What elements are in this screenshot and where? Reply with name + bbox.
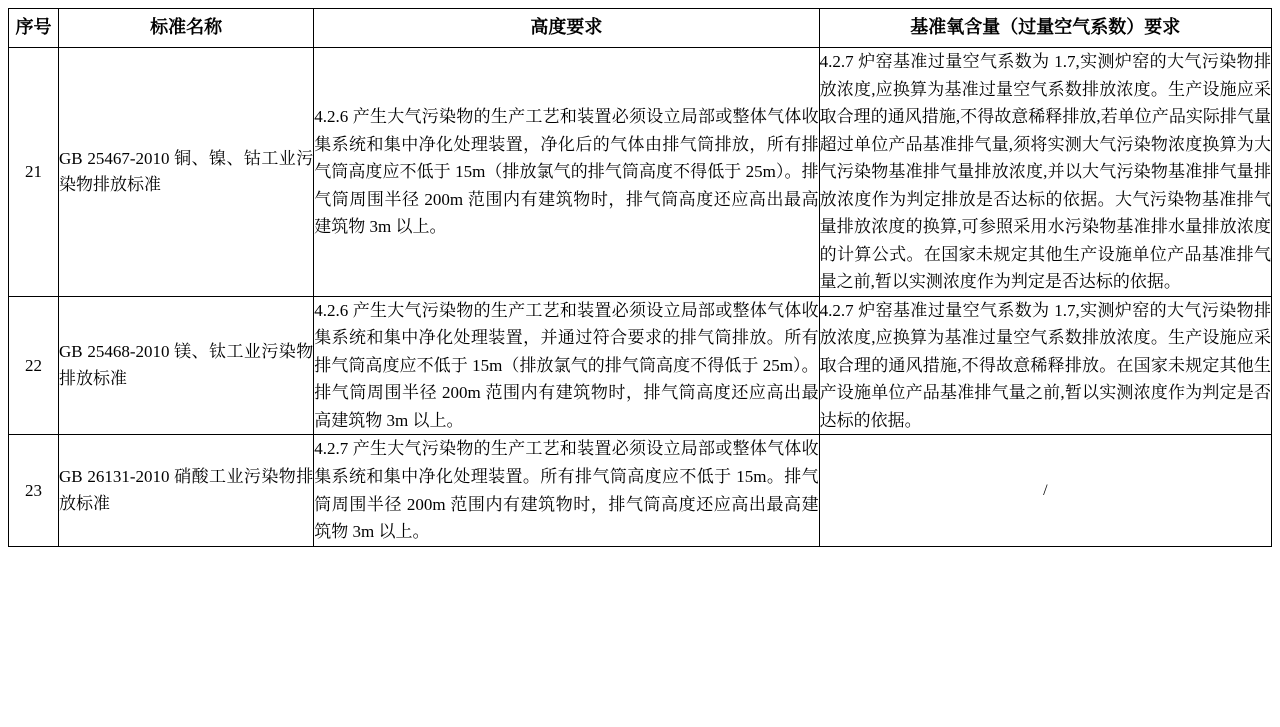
standard-name: GB 25468-2010 镁、钛工业污染物排放标准 <box>59 296 314 435</box>
height-requirement: 4.2.7 产生大气污染物的生产工艺和装置必须设立局部或整体气体收集系统和集中净化处理装置。所有排气筒高度应不低于 15m。排气筒周围半径 200m 范围内有建筑物时，排气筒高度还应高出最高建筑物 3m 以上。 <box>314 435 819 546</box>
column-header-no: 序号 <box>9 9 59 48</box>
standard-name: GB 26131-2010 硝酸工业污染物排放标准 <box>59 435 314 546</box>
oxygen-requirement: 4.2.7 炉窑基准过量空气系数为 1.7,实测炉窑的大气污染物排放浓度,应换算为基准过量空气系数排放浓度。生产设施应采取合理的通风措施,不得故意稀释排放。在国家未规定其他生产设施单位产品基准排气量之前,暂以实测浓度作为判定是否达标的依据。 <box>819 296 1271 435</box>
oxygen-requirement: / <box>819 435 1271 546</box>
row-number: 22 <box>9 296 59 435</box>
table-header-row <box>9 9 1272 48</box>
height-requirement: 4.2.6 产生大气污染物的生产工艺和装置必须设立局部或整体气体收集系统和集中净化处理装置，净化后的气体由排气筒排放，所有排气筒高度应不低于 15m（排放氯气的排气筒高度不得低于 25m）。排气筒周围半径 200m 范围内有建筑物时，排气筒高度还应高出最高建筑物 3m 以上。 <box>314 48 819 297</box>
table-row <box>9 48 1272 297</box>
standard-name: GB 25467-2010 铜、镍、钴工业污染物排放标准 <box>59 48 314 297</box>
table-header <box>9 9 1272 48</box>
column-header-oxygen-requirement: 基准氧含量（过量空气系数）要求 <box>819 9 1271 48</box>
standards-table <box>8 8 1272 547</box>
height-requirement: 4.2.6 产生大气污染物的生产工艺和装置必须设立局部或整体气体收集系统和集中净化处理装置，并通过符合要求的排气筒排放。所有排气筒高度应不低于 15m（排放氯气的排气筒高度不得低于 25m）。排气筒周围半径 200m 范围内有建筑物时，排气筒高度还应高出最高建筑物 3m 以上。 <box>314 296 819 435</box>
table-row <box>9 435 1272 546</box>
row-number: 21 <box>9 48 59 297</box>
oxygen-requirement: 4.2.7 炉窑基准过量空气系数为 1.7,实测炉窑的大气污染物排放浓度,应换算为基准过量空气系数排放浓度。生产设施应采取合理的通风措施,不得故意稀释排放,若单位产品实际排气量超过单位产品基准排气量,须将实测大气污染物浓度换算为大气污染物基准排气量排放浓度,并以大气污染物基准排气量排放浓度作为判定排放是否达标的依据。大气污染物基准排气量排放浓度的换算,可参照采用水污染物基准排水量排放浓度的计算公式。在国家未规定其他生产设施单位产品基准排气量之前,暂以实测浓度作为判定是否达标的依据。 <box>819 48 1271 297</box>
row-number: 23 <box>9 435 59 546</box>
column-header-standard-name: 标准名称 <box>59 9 314 48</box>
table-body <box>9 48 1272 547</box>
column-header-height-requirement: 高度要求 <box>314 9 819 48</box>
table-row <box>9 296 1272 435</box>
